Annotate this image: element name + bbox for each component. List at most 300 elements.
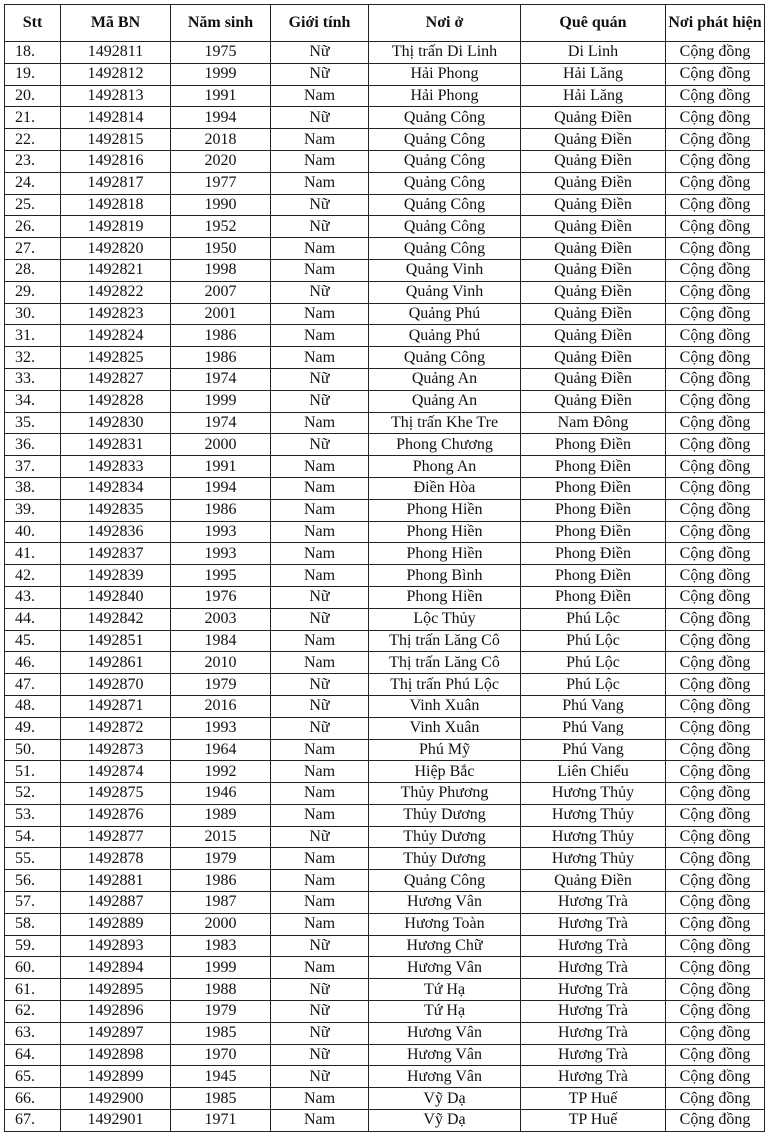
cell-nam-sinh: 1976 (171, 586, 271, 608)
cell-nam-sinh: 1986 (171, 325, 271, 347)
cell-gioi-tinh: Nam (271, 129, 369, 151)
cell-stt: 51. (5, 761, 61, 783)
cell-gioi-tinh: Nam (271, 325, 369, 347)
cell-ma-bn: 1492875 (61, 783, 171, 805)
cell-stt: 31. (5, 325, 61, 347)
cell-noi-phat-hien: Cộng đồng (666, 935, 765, 957)
cell-noi-phat-hien: Cộng đồng (666, 434, 765, 456)
cell-noi-o: Quảng Công (369, 150, 521, 172)
cell-noi-phat-hien: Cộng đồng (666, 870, 765, 892)
cell-gioi-tinh: Nam (271, 499, 369, 521)
cell-noi-o: Vỹ Dạ (369, 1110, 521, 1132)
cell-gioi-tinh: Nữ (271, 1001, 369, 1023)
cell-noi-phat-hien: Cộng đồng (666, 194, 765, 216)
cell-noi-o: Thị trấn Khe Tre (369, 412, 521, 434)
cell-noi-o: Thị trấn Phú Lộc (369, 674, 521, 696)
table-row (5, 565, 765, 587)
patient-table-sheet (4, 4, 764, 1132)
cell-stt: 61. (5, 979, 61, 1001)
cell-que-quan: Hương Thủy (521, 804, 666, 826)
cell-noi-o: Quảng Công (369, 238, 521, 260)
cell-ma-bn: 1492887 (61, 892, 171, 914)
cell-ma-bn: 1492898 (61, 1044, 171, 1066)
table-row (5, 761, 765, 783)
cell-gioi-tinh: Nữ (271, 935, 369, 957)
cell-nam-sinh: 1993 (171, 543, 271, 565)
cell-noi-o: Điền Hòa (369, 477, 521, 499)
cell-nam-sinh: 1999 (171, 957, 271, 979)
cell-gioi-tinh: Nữ (271, 281, 369, 303)
cell-ma-bn: 1492901 (61, 1110, 171, 1132)
cell-noi-o: Vỹ Dạ (369, 1088, 521, 1110)
cell-stt: 48. (5, 695, 61, 717)
cell-noi-o: Quảng An (369, 390, 521, 412)
cell-nam-sinh: 2001 (171, 303, 271, 325)
cell-gioi-tinh: Nữ (271, 1022, 369, 1044)
cell-ma-bn: 1492840 (61, 586, 171, 608)
table-row (5, 259, 765, 281)
header-stt: Stt (5, 5, 61, 42)
cell-ma-bn: 1492815 (61, 129, 171, 151)
cell-nam-sinh: 1986 (171, 499, 271, 521)
cell-noi-phat-hien: Cộng đồng (666, 85, 765, 107)
cell-nam-sinh: 1987 (171, 892, 271, 914)
cell-nam-sinh: 1986 (171, 870, 271, 892)
cell-que-quan: Hương Thủy (521, 848, 666, 870)
cell-que-quan: Hải Lăng (521, 63, 666, 85)
cell-noi-o: Tứ Hạ (369, 979, 521, 1001)
cell-gioi-tinh: Nam (271, 1088, 369, 1110)
cell-noi-phat-hien: Cộng đồng (666, 652, 765, 674)
cell-ma-bn: 1492834 (61, 477, 171, 499)
header-ma-bn: Mã BN (61, 5, 171, 42)
table-row (5, 368, 765, 390)
table-row (5, 390, 765, 412)
cell-nam-sinh: 1979 (171, 1001, 271, 1023)
cell-noi-phat-hien: Cộng đồng (666, 630, 765, 652)
cell-que-quan: Hương Trà (521, 1066, 666, 1088)
cell-stt: 36. (5, 434, 61, 456)
cell-gioi-tinh: Nữ (271, 979, 369, 1001)
cell-gioi-tinh: Nam (271, 150, 369, 172)
cell-gioi-tinh: Nam (271, 456, 369, 478)
cell-noi-phat-hien: Cộng đồng (666, 107, 765, 129)
cell-gioi-tinh: Nữ (271, 608, 369, 630)
cell-que-quan: Hương Trà (521, 1022, 666, 1044)
header-row (5, 5, 765, 42)
cell-nam-sinh: 1964 (171, 739, 271, 761)
table-row (5, 521, 765, 543)
table-row (5, 412, 765, 434)
cell-noi-o: Thủy Dương (369, 848, 521, 870)
cell-noi-phat-hien: Cộng đồng (666, 826, 765, 848)
cell-ma-bn: 1492824 (61, 325, 171, 347)
cell-nam-sinh: 1993 (171, 521, 271, 543)
cell-noi-phat-hien: Cộng đồng (666, 42, 765, 64)
cell-que-quan: Quảng Điền (521, 107, 666, 129)
cell-gioi-tinh: Nam (271, 804, 369, 826)
cell-noi-phat-hien: Cộng đồng (666, 499, 765, 521)
cell-que-quan: Phú Lộc (521, 630, 666, 652)
cell-que-quan: Quảng Điền (521, 390, 666, 412)
table-row (5, 303, 765, 325)
cell-noi-phat-hien: Cộng đồng (666, 477, 765, 499)
header-nam-sinh: Năm sinh (171, 5, 271, 42)
cell-noi-o: Hải Phong (369, 63, 521, 85)
cell-stt: 60. (5, 957, 61, 979)
cell-noi-o: Quảng Công (369, 870, 521, 892)
cell-noi-o: Phong Chương (369, 434, 521, 456)
cell-noi-phat-hien: Cộng đồng (666, 325, 765, 347)
cell-que-quan: Hải Lăng (521, 85, 666, 107)
table-row (5, 543, 765, 565)
cell-noi-phat-hien: Cộng đồng (666, 1066, 765, 1088)
cell-gioi-tinh: Nam (271, 957, 369, 979)
cell-que-quan: Quảng Điền (521, 870, 666, 892)
cell-noi-phat-hien: Cộng đồng (666, 913, 765, 935)
cell-nam-sinh: 1991 (171, 85, 271, 107)
cell-ma-bn: 1492836 (61, 521, 171, 543)
cell-ma-bn: 1492822 (61, 281, 171, 303)
cell-nam-sinh: 1946 (171, 783, 271, 805)
cell-noi-phat-hien: Cộng đồng (666, 303, 765, 325)
cell-stt: 49. (5, 717, 61, 739)
table-row (5, 63, 765, 85)
cell-gioi-tinh: Nữ (271, 107, 369, 129)
cell-gioi-tinh: Nam (271, 848, 369, 870)
cell-que-quan: Phong Điền (521, 434, 666, 456)
cell-noi-phat-hien: Cộng đồng (666, 717, 765, 739)
cell-ma-bn: 1492811 (61, 42, 171, 64)
cell-stt: 22. (5, 129, 61, 151)
table-row (5, 85, 765, 107)
cell-ma-bn: 1492816 (61, 150, 171, 172)
cell-noi-o: Phong Hiền (369, 543, 521, 565)
cell-nam-sinh: 1986 (171, 347, 271, 369)
cell-noi-phat-hien: Cộng đồng (666, 456, 765, 478)
cell-nam-sinh: 2007 (171, 281, 271, 303)
cell-noi-phat-hien: Cộng đồng (666, 172, 765, 194)
cell-ma-bn: 1492872 (61, 717, 171, 739)
cell-que-quan: Quảng Điền (521, 303, 666, 325)
table-row (5, 652, 765, 674)
cell-noi-o: Hiệp Bắc (369, 761, 521, 783)
table-row (5, 913, 765, 935)
cell-gioi-tinh: Nam (271, 303, 369, 325)
cell-nam-sinh: 1952 (171, 216, 271, 238)
cell-gioi-tinh: Nữ (271, 368, 369, 390)
cell-noi-phat-hien: Cộng đồng (666, 543, 765, 565)
table-row (5, 695, 765, 717)
cell-gioi-tinh: Nam (271, 521, 369, 543)
cell-ma-bn: 1492813 (61, 85, 171, 107)
cell-gioi-tinh: Nữ (271, 1044, 369, 1066)
cell-noi-o: Hải Phong (369, 85, 521, 107)
cell-stt: 23. (5, 150, 61, 172)
table-row (5, 42, 765, 64)
cell-noi-o: Quảng Vinh (369, 259, 521, 281)
cell-que-quan: Quảng Điền (521, 194, 666, 216)
cell-nam-sinh: 2015 (171, 826, 271, 848)
cell-noi-phat-hien: Cộng đồng (666, 739, 765, 761)
cell-stt: 21. (5, 107, 61, 129)
cell-ma-bn: 1492894 (61, 957, 171, 979)
cell-stt: 40. (5, 521, 61, 543)
cell-nam-sinh: 2010 (171, 652, 271, 674)
table-body (5, 42, 765, 1132)
cell-nam-sinh: 1994 (171, 477, 271, 499)
cell-noi-phat-hien: Cộng đồng (666, 957, 765, 979)
cell-stt: 46. (5, 652, 61, 674)
table-row (5, 499, 765, 521)
cell-stt: 26. (5, 216, 61, 238)
cell-que-quan: Hương Thủy (521, 826, 666, 848)
cell-stt: 20. (5, 85, 61, 107)
cell-gioi-tinh: Nữ (271, 63, 369, 85)
table-row (5, 870, 765, 892)
cell-que-quan: Phong Điền (521, 456, 666, 478)
cell-nam-sinh: 1985 (171, 1088, 271, 1110)
cell-noi-o: Thị trấn Lăng Cô (369, 652, 521, 674)
header-noi-phat-hien: Nơi phát hiện (666, 5, 765, 42)
cell-ma-bn: 1492831 (61, 434, 171, 456)
cell-ma-bn: 1492835 (61, 499, 171, 521)
cell-noi-phat-hien: Cộng đồng (666, 804, 765, 826)
cell-stt: 56. (5, 870, 61, 892)
cell-gioi-tinh: Nam (271, 913, 369, 935)
cell-nam-sinh: 1945 (171, 1066, 271, 1088)
cell-nam-sinh: 1950 (171, 238, 271, 260)
cell-ma-bn: 1492896 (61, 1001, 171, 1023)
cell-noi-o: Quảng Công (369, 172, 521, 194)
cell-stt: 19. (5, 63, 61, 85)
cell-noi-o: Thủy Dương (369, 804, 521, 826)
cell-que-quan: Quảng Điền (521, 129, 666, 151)
cell-que-quan: Quảng Điền (521, 368, 666, 390)
cell-nam-sinh: 1979 (171, 674, 271, 696)
cell-que-quan: Nam Đông (521, 412, 666, 434)
cell-que-quan: Hương Trà (521, 979, 666, 1001)
cell-ma-bn: 1492881 (61, 870, 171, 892)
cell-ma-bn: 1492821 (61, 259, 171, 281)
cell-nam-sinh: 2003 (171, 608, 271, 630)
cell-stt: 38. (5, 477, 61, 499)
cell-ma-bn: 1492839 (61, 565, 171, 587)
cell-stt: 29. (5, 281, 61, 303)
cell-stt: 28. (5, 259, 61, 281)
cell-noi-phat-hien: Cộng đồng (666, 1088, 765, 1110)
cell-que-quan: Liên Chiểu (521, 761, 666, 783)
cell-ma-bn: 1492823 (61, 303, 171, 325)
cell-nam-sinh: 1983 (171, 935, 271, 957)
cell-stt: 67. (5, 1110, 61, 1132)
cell-nam-sinh: 1974 (171, 368, 271, 390)
cell-noi-o: Phong Hiền (369, 586, 521, 608)
cell-gioi-tinh: Nữ (271, 434, 369, 456)
table-row (5, 1110, 765, 1132)
cell-gioi-tinh: Nam (271, 477, 369, 499)
cell-ma-bn: 1492889 (61, 913, 171, 935)
cell-noi-phat-hien: Cộng đồng (666, 586, 765, 608)
cell-que-quan: Phong Điền (521, 499, 666, 521)
cell-noi-phat-hien: Cộng đồng (666, 892, 765, 914)
table-row (5, 347, 765, 369)
cell-ma-bn: 1492817 (61, 172, 171, 194)
cell-nam-sinh: 1988 (171, 979, 271, 1001)
table-row (5, 172, 765, 194)
cell-nam-sinh: 1977 (171, 172, 271, 194)
cell-ma-bn: 1492900 (61, 1088, 171, 1110)
cell-nam-sinh: 1994 (171, 107, 271, 129)
cell-noi-o: Phong Bình (369, 565, 521, 587)
cell-gioi-tinh: Nam (271, 347, 369, 369)
cell-noi-phat-hien: Cộng đồng (666, 129, 765, 151)
cell-noi-phat-hien: Cộng đồng (666, 412, 765, 434)
cell-ma-bn: 1492837 (61, 543, 171, 565)
cell-nam-sinh: 1998 (171, 259, 271, 281)
cell-noi-o: Thủy Phương (369, 783, 521, 805)
cell-nam-sinh: 1985 (171, 1022, 271, 1044)
cell-ma-bn: 1492876 (61, 804, 171, 826)
cell-nam-sinh: 1974 (171, 412, 271, 434)
cell-noi-o: Tứ Hạ (369, 1001, 521, 1023)
cell-que-quan: Phong Điền (521, 586, 666, 608)
cell-gioi-tinh: Nam (271, 543, 369, 565)
cell-que-quan: Quảng Điền (521, 259, 666, 281)
cell-ma-bn: 1492851 (61, 630, 171, 652)
cell-que-quan: Di Linh (521, 42, 666, 64)
cell-stt: 37. (5, 456, 61, 478)
cell-noi-o: Thủy Dương (369, 826, 521, 848)
cell-stt: 43. (5, 586, 61, 608)
cell-stt: 58. (5, 913, 61, 935)
cell-nam-sinh: 1979 (171, 848, 271, 870)
cell-ma-bn: 1492828 (61, 390, 171, 412)
cell-nam-sinh: 1984 (171, 630, 271, 652)
cell-ma-bn: 1492825 (61, 347, 171, 369)
cell-nam-sinh: 2000 (171, 913, 271, 935)
table-row (5, 434, 765, 456)
cell-nam-sinh: 2016 (171, 695, 271, 717)
cell-ma-bn: 1492893 (61, 935, 171, 957)
table-row (5, 150, 765, 172)
table-row (5, 674, 765, 696)
cell-que-quan: Phú Vang (521, 739, 666, 761)
cell-noi-phat-hien: Cộng đồng (666, 216, 765, 238)
cell-que-quan: Quảng Điền (521, 347, 666, 369)
cell-ma-bn: 1492818 (61, 194, 171, 216)
cell-gioi-tinh: Nam (271, 630, 369, 652)
cell-noi-phat-hien: Cộng đồng (666, 281, 765, 303)
cell-ma-bn: 1492874 (61, 761, 171, 783)
cell-que-quan: Phong Điền (521, 477, 666, 499)
table-row (5, 826, 765, 848)
cell-noi-o: Hương Vân (369, 1044, 521, 1066)
table-row (5, 281, 765, 303)
cell-stt: 44. (5, 608, 61, 630)
cell-noi-phat-hien: Cộng đồng (666, 368, 765, 390)
cell-stt: 57. (5, 892, 61, 914)
cell-noi-phat-hien: Cộng đồng (666, 608, 765, 630)
cell-que-quan: Quảng Điền (521, 172, 666, 194)
cell-noi-o: Thị trấn Lăng Cô (369, 630, 521, 652)
cell-gioi-tinh: Nam (271, 739, 369, 761)
cell-noi-phat-hien: Cộng đồng (666, 150, 765, 172)
cell-gioi-tinh: Nam (271, 565, 369, 587)
cell-gioi-tinh: Nữ (271, 42, 369, 64)
cell-nam-sinh: 2020 (171, 150, 271, 172)
cell-noi-o: Phong An (369, 456, 521, 478)
cell-noi-o: Lộc Thủy (369, 608, 521, 630)
cell-que-quan: Phú Vang (521, 695, 666, 717)
cell-stt: 47. (5, 674, 61, 696)
table-header (5, 5, 765, 42)
cell-nam-sinh: 1992 (171, 761, 271, 783)
cell-gioi-tinh: Nam (271, 85, 369, 107)
cell-stt: 66. (5, 1088, 61, 1110)
cell-stt: 39. (5, 499, 61, 521)
cell-stt: 52. (5, 783, 61, 805)
cell-nam-sinh: 1999 (171, 390, 271, 412)
cell-noi-phat-hien: Cộng đồng (666, 259, 765, 281)
cell-noi-o: Vinh Xuân (369, 695, 521, 717)
cell-stt: 18. (5, 42, 61, 64)
cell-ma-bn: 1492899 (61, 1066, 171, 1088)
cell-stt: 54. (5, 826, 61, 848)
cell-gioi-tinh: Nữ (271, 695, 369, 717)
table-row (5, 848, 765, 870)
cell-stt: 63. (5, 1022, 61, 1044)
cell-que-quan: Hương Trà (521, 892, 666, 914)
cell-noi-phat-hien: Cộng đồng (666, 1110, 765, 1132)
cell-noi-phat-hien: Cộng đồng (666, 783, 765, 805)
cell-gioi-tinh: Nữ (271, 390, 369, 412)
cell-stt: 53. (5, 804, 61, 826)
cell-noi-o: Phong Hiền (369, 521, 521, 543)
cell-stt: 62. (5, 1001, 61, 1023)
cell-que-quan: Quảng Điền (521, 281, 666, 303)
cell-ma-bn: 1492820 (61, 238, 171, 260)
table-row (5, 216, 765, 238)
cell-stt: 34. (5, 390, 61, 412)
cell-gioi-tinh: Nam (271, 259, 369, 281)
table-row (5, 586, 765, 608)
cell-stt: 59. (5, 935, 61, 957)
cell-noi-o: Quảng Công (369, 216, 521, 238)
cell-que-quan: Hương Trà (521, 1001, 666, 1023)
cell-ma-bn: 1492871 (61, 695, 171, 717)
cell-noi-o: Quảng Phú (369, 303, 521, 325)
table-row (5, 630, 765, 652)
cell-que-quan: Phú Vang (521, 717, 666, 739)
cell-stt: 55. (5, 848, 61, 870)
cell-gioi-tinh: Nam (271, 783, 369, 805)
cell-nam-sinh: 1975 (171, 42, 271, 64)
header-gioi-tinh: Giới tính (271, 5, 369, 42)
table-row (5, 107, 765, 129)
cell-noi-phat-hien: Cộng đồng (666, 390, 765, 412)
cell-nam-sinh: 1989 (171, 804, 271, 826)
cell-que-quan: Hương Trà (521, 1044, 666, 1066)
cell-gioi-tinh: Nam (271, 761, 369, 783)
cell-noi-phat-hien: Cộng đồng (666, 695, 765, 717)
cell-noi-phat-hien: Cộng đồng (666, 1044, 765, 1066)
cell-que-quan: Phong Điền (521, 521, 666, 543)
cell-que-quan: Hương Thủy (521, 783, 666, 805)
cell-gioi-tinh: Nam (271, 238, 369, 260)
cell-noi-o: Thị trấn Di Linh (369, 42, 521, 64)
cell-noi-o: Hương Vân (369, 892, 521, 914)
